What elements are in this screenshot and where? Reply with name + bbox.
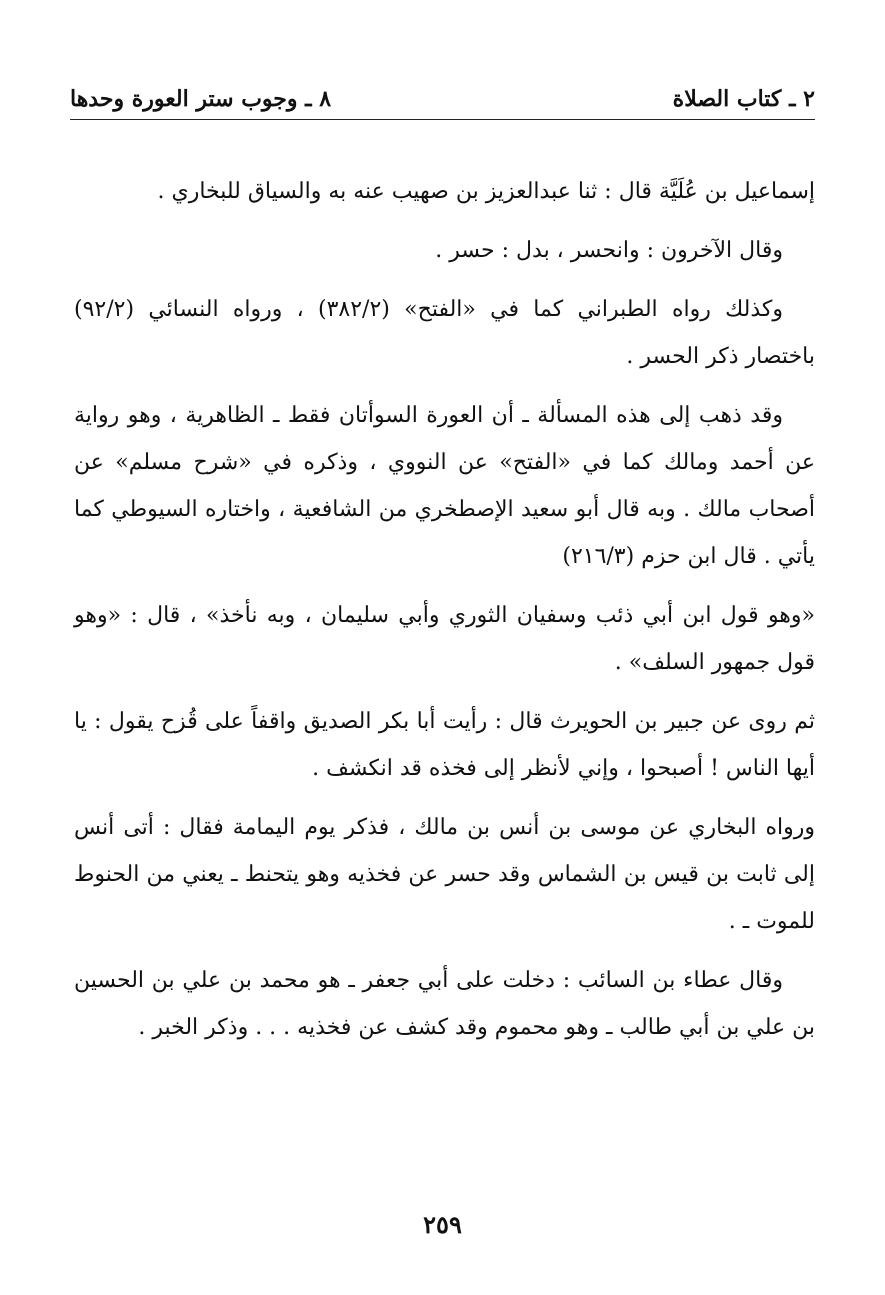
header-divider [70,119,815,120]
running-header [70,78,815,110]
paragraph-jubayr: ثم روى عن جبير بن الحويرث قال : رأيت أبا بكر الصديق واقفاً على قُزح يقول : يا أيها الناس ! أصبحوا ، وإني لأنظر إلى فخذه قد انكشف . [74,709,815,781]
paragraph-bukhari: ورواه البخاري عن موسى بن أنس بن مالك ، فذكر يوم اليمامة فقال : أتى أنس إلى ثابت بن قيس بن الشماس وقد حسر عن فخذيه وهو يتحنط ـ يعني من الحنوط للموت ـ . [74,815,815,934]
paragraph-variant: وقال الآخرون : وانحسر ، بدل : حسر . [435,238,783,263]
section-title: ٨ ـ وجوب ستر العورة وحدها [70,86,332,112]
paragraph-tabarani: وكذلك رواه الطبراني كما في «الفتح» (٣٨٢/٢) ، ورواه النسائي (٩٢/٢) باختصار ذكر الحسر . [74,297,815,369]
page-number: ٢٥٩ [423,1210,462,1239]
paragraph-quote-ibn-hazm: «وهو قول ابن أبي ذئب وسفيان الثوري وأبي سليمان ، وبه نأخذ» ، قال : «وهو قول جمهور السلف» . [74,603,815,675]
paragraph-isnad: إسماعيل بن عُلَيَّة قال : ثنا عبدالعزيز بن صهيب عنه به والسياق للبخاري . [157,179,815,204]
paragraph-ata: وقال عطاء بن السائب : دخلت على أبي جعفر ـ هو محمد بن علي بن الحسين بن علي بن أبي طالب ـ وهو محموم وقد كشف عن فخذيه . . . وذكر الخبر . [74,968,815,1040]
chapter-title: ٢ ـ كتاب الصلاة [672,86,815,112]
paragraph-madhhab: وقد ذهب إلى هذه المسألة ـ أن العورة السوأتان فقط ـ الظاهرية ، وهو رواية عن أحمد ومالك كما في «الفتح» عن النووي ، وذكره في «شرح مسلم» عن أصحاب مالك . وبه قال أبو سعيد الإصطخري من الشافعية ، واختاره السيوطي كما يأتي . قال ابن حزم (٢١٦/٣) [74,403,815,569]
body-text [74,168,815,1063]
